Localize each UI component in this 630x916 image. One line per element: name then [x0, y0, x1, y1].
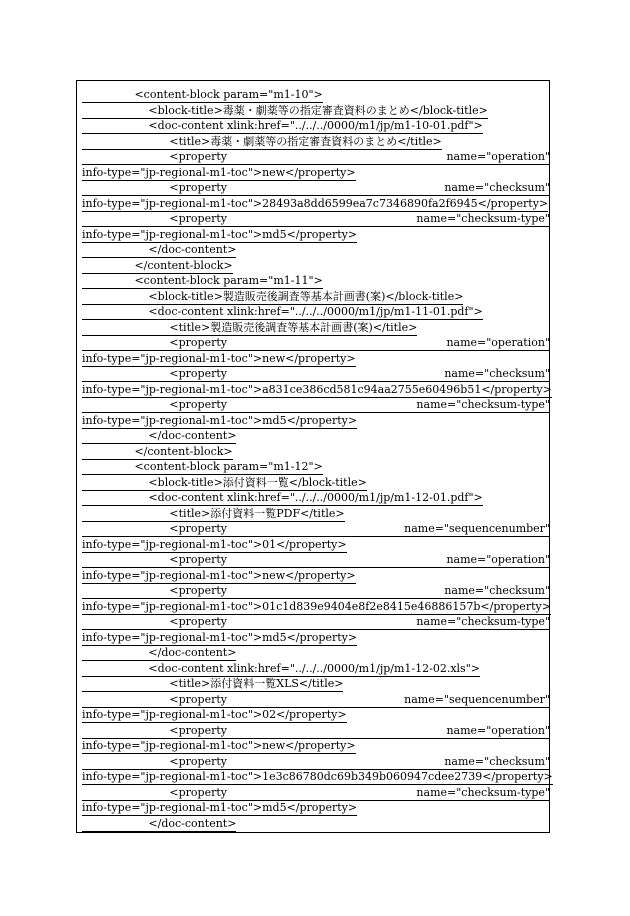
code-line: [82, 367, 550, 383]
code-line: [82, 615, 550, 631]
code-line-text: </content-block>: [82, 444, 233, 458]
code-line: [82, 119, 550, 135]
code-line-right: name="operation": [446, 553, 550, 566]
code-line: [82, 135, 550, 151]
code-line: [82, 801, 550, 817]
code-line: [82, 429, 550, 445]
code-line-text: <block-title>毒薬・劇薬等の指定審査資料のまとめ</block-title>: [82, 103, 488, 117]
code-line-text: info-type="jp-regional-m1-toc">new</property>: [82, 165, 356, 179]
code-line: [82, 724, 550, 740]
code-line: [82, 538, 550, 554]
code-line-text: </doc-content>: [82, 816, 237, 830]
code-line: [82, 290, 550, 306]
code-line-right: name="operation": [446, 336, 550, 349]
code-line: [82, 88, 550, 104]
code-line: [82, 786, 550, 802]
code-line-text: <doc-content xlink:href="../../../0000/m1/jp/m1-10-01.pdf">: [82, 119, 483, 132]
code-line-left: <property: [82, 584, 227, 597]
code-line-right: name="checksum-type": [416, 785, 550, 799]
code-line-text: </doc-content>: [82, 429, 237, 442]
code-line: [82, 336, 550, 352]
code-line: [82, 305, 550, 321]
code-line-text: <doc-content xlink:href="../../../0000/m1/jp/m1-12-01.pdf">: [82, 491, 483, 504]
code-line: [82, 631, 550, 647]
code-line-text: info-type="jp-regional-m1-toc">md5</property>: [82, 630, 358, 644]
code-line-text: info-type="jp-regional-m1-toc">02</property>: [82, 708, 347, 721]
code-line-right: name="checksum": [444, 754, 550, 768]
code-line-text: <block-title>製造販売後調査等基本計画書(案)</block-title>: [82, 289, 464, 303]
code-line: [82, 522, 550, 538]
code-line: [82, 460, 550, 476]
code-line: [82, 321, 550, 337]
code-line: [82, 693, 550, 709]
code-line: [82, 584, 550, 600]
code-line-right: name="operation": [446, 723, 550, 737]
code-line: [82, 197, 550, 213]
code-line-right: name="operation": [446, 150, 550, 163]
xml-listing: [82, 88, 553, 832]
code-line: [82, 398, 550, 414]
code-line: [82, 243, 550, 259]
code-line-left: <property: [82, 212, 227, 225]
code-line-left: <property: [82, 692, 227, 706]
code-line-text: <title>毒薬・劇薬等の指定審査資料のまとめ</title>: [82, 134, 442, 148]
code-line-text: </doc-content>: [82, 243, 237, 256]
code-line-text: info-type="jp-regional-m1-toc">28493a8dd6599ea7c7346890fa2f6945</property>: [82, 196, 549, 210]
code-line: [82, 553, 550, 569]
code-line-left: <property: [82, 553, 227, 566]
code-line: [82, 677, 550, 693]
code-line-left: <property: [82, 522, 227, 535]
code-line-right: name="checksum-type": [416, 615, 550, 628]
code-line-text: info-type="jp-regional-m1-toc">new</property>: [82, 351, 356, 365]
code-line: [82, 212, 550, 228]
code-line: [82, 646, 550, 662]
code-line-left: <property: [82, 615, 227, 628]
code-line-text: info-type="jp-regional-m1-toc">1e3c86780dc69b349b060947cdee2739</property>: [82, 770, 553, 783]
code-line-right: name="checksum": [444, 367, 550, 380]
code-line-text: info-type="jp-regional-m1-toc">01</property>: [82, 537, 347, 551]
code-line-left: <property: [82, 723, 227, 737]
code-line: [82, 817, 550, 833]
code-line: [82, 274, 550, 290]
code-line: [82, 739, 550, 755]
code-line: [82, 662, 550, 678]
code-line-right: name="checksum": [444, 181, 550, 194]
code-line-text: info-type="jp-regional-m1-toc">01c1d839e9404e8f2e8415e46886157b</property>: [82, 599, 551, 613]
code-line: [82, 770, 553, 786]
code-line: [82, 491, 550, 507]
code-line: [82, 755, 550, 771]
code-line-text: <content-block param="m1-10">: [82, 88, 323, 101]
code-line: [82, 569, 550, 585]
code-line: [82, 259, 550, 275]
code-line-left: <property: [82, 336, 227, 349]
code-line-text: info-type="jp-regional-m1-toc">new</property>: [82, 568, 356, 582]
code-line-text: <title>添付資料一覧PDF</title>: [82, 506, 345, 520]
code-line-left: <property: [82, 150, 227, 163]
code-line-right: name="checksum": [444, 584, 550, 597]
code-line-left: <property: [82, 754, 227, 768]
code-line-text: <doc-content xlink:href="../../../0000/m1/jp/m1-12-02.xls">: [82, 661, 480, 675]
code-line-left: <property: [82, 398, 227, 411]
code-line: [82, 708, 550, 724]
code-line-text: info-type="jp-regional-m1-toc">md5</property>: [82, 413, 358, 427]
code-line-left: <property: [82, 367, 227, 380]
code-line: [82, 414, 550, 430]
code-line-text: info-type="jp-regional-m1-toc">new</property>: [82, 739, 356, 752]
code-line: [82, 104, 550, 120]
code-line-right: name="checksum-type": [416, 212, 550, 225]
code-line: [82, 383, 550, 399]
code-line-text: </content-block>: [82, 258, 233, 272]
code-line-text: info-type="jp-regional-m1-toc">md5</property>: [82, 801, 358, 814]
code-line-right: name="sequencenumber": [404, 692, 550, 706]
code-line: [82, 600, 550, 616]
code-line-text: <title>製造販売後調査等基本計画書(案)</title>: [82, 320, 418, 334]
code-line-text: </doc-content>: [82, 646, 237, 659]
code-line: [82, 150, 550, 166]
code-line: [82, 166, 550, 182]
code-line: [82, 476, 550, 492]
code-line: [82, 181, 550, 197]
code-line-text: <content-block param="m1-11">: [82, 274, 323, 287]
code-line-text: <block-title>添付資料一覧</block-title>: [82, 475, 367, 489]
code-line-text: info-type="jp-regional-m1-toc">md5</property>: [82, 227, 358, 241]
code-line-right: name="checksum-type": [416, 398, 550, 411]
code-line-text: <content-block param="m1-12">: [82, 460, 323, 473]
code-line-text: <title>添付資料一覧XLS</title>: [82, 677, 344, 690]
code-line: [82, 507, 550, 523]
code-line-left: <property: [82, 181, 227, 194]
code-line-text: info-type="jp-regional-m1-toc">a831ce386cd581c94aa2755e60496b51</property>: [82, 382, 552, 396]
code-line-text: <doc-content xlink:href="../../../0000/m1/jp/m1-11-01.pdf">: [82, 305, 483, 318]
code-line: [82, 228, 550, 244]
code-line-right: name="sequencenumber": [404, 522, 550, 535]
code-line: [82, 445, 550, 461]
code-line: [82, 352, 550, 368]
code-line-left: <property: [82, 785, 227, 799]
